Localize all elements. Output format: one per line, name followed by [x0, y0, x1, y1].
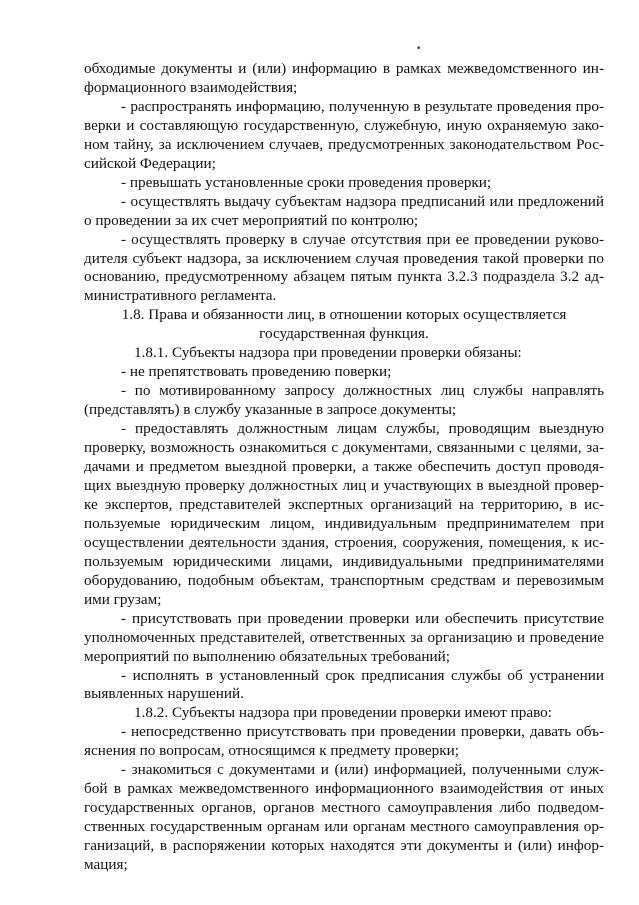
list-item-prohibition: - распространять информацию, полученную в результате проведения проверки и составляющую государственную, служебную, иную охраняемую законом тайну, за исключением случаев, предусмотренных законодательством Российской Федерации; — [84, 97, 604, 172]
list-item-obligation: - по мотивированному запросу должностных лиц службы направлять (представлять) в службу указанные в запросе документы; — [84, 382, 604, 419]
list-item-prohibition: - осуществлять выдачу субъектам надзора предписаний или предложений о проведении за их счет мероприятий по контролю; — [84, 192, 604, 229]
list-item-prohibition: - превышать установленные сроки проведения проверки; — [121, 173, 492, 191]
list-item-obligation: - не препятствовать проведению поверки; — [121, 363, 392, 381]
paragraph-continuation: обходимые документы и (или) информацию в рамках межведомственного информационного взаимодействия; — [84, 60, 604, 96]
list-item-right: - знакомиться с документами и (или) информацией, полученными службой в рамках межведомственного информационного взаимодействия от иных государственных органов, органов местного самоуправления либо подведомственных государственным органам или органам местного самоуправления организаций, в распоряжении которых находятся эти документы и (или) информация; — [84, 761, 604, 874]
list-item-obligation: - присутствовать при проведении проверки или обеспечить присутствие уполномоченных представителей, ответственных за организацию и проведение мероприятий по выполнению обязательных требований; — [84, 609, 604, 665]
subsection-title: 1.8.1. Субъекты надзора при проведении проверки обязаны: — [134, 344, 522, 362]
subsection-title: 1.8.2. Субъекты надзора при проведении проверки имеют право: — [134, 704, 552, 722]
list-item-prohibition: - осуществлять проверку в случае отсутствия при ее проведении руководителя субъект надзора, за исключением случая проведения такой проверки по основанию, предусмотренному абзацем пятым пункта 3.2.3 подраздела 3.2 административного регламента. — [84, 230, 604, 305]
list-item-obligation: - исполнять в установленный срок предписания службы об устранении выявленных нарушений. — [84, 666, 604, 703]
document-body — [84, 60, 604, 875]
scan-mark: • — [416, 44, 422, 54]
section-heading: 1.8. Права и обязанности лиц, в отношении которых осуществляется государственная функция. — [121, 306, 567, 343]
list-item-obligation: - предоставлять должностным лицам службы, проводящим выездную проверку, возможность ознакомиться с документами, связанными с целями, задачами и предметом выездной проверки, а также обеспечить доступ проводящих выездную проверку должностных лиц и участвующих в выездной проверке экспертов, представителей экспертных организаций на территорию, в используемые юридическим лицом, индивидуальным предпринимателем при осуществлении деятельности здания, строения, сооружения, помещения, к используемым юридическими лицами, индивидуальными предпринимателями оборудованию, подобным объектам, транспортным средствам и перевозимым ими грузам; — [84, 420, 604, 608]
list-item-right: - непосредственно присутствовать при проведении проверки, давать объяснения по вопросам, относящимся к предмету проверки; — [84, 723, 604, 760]
